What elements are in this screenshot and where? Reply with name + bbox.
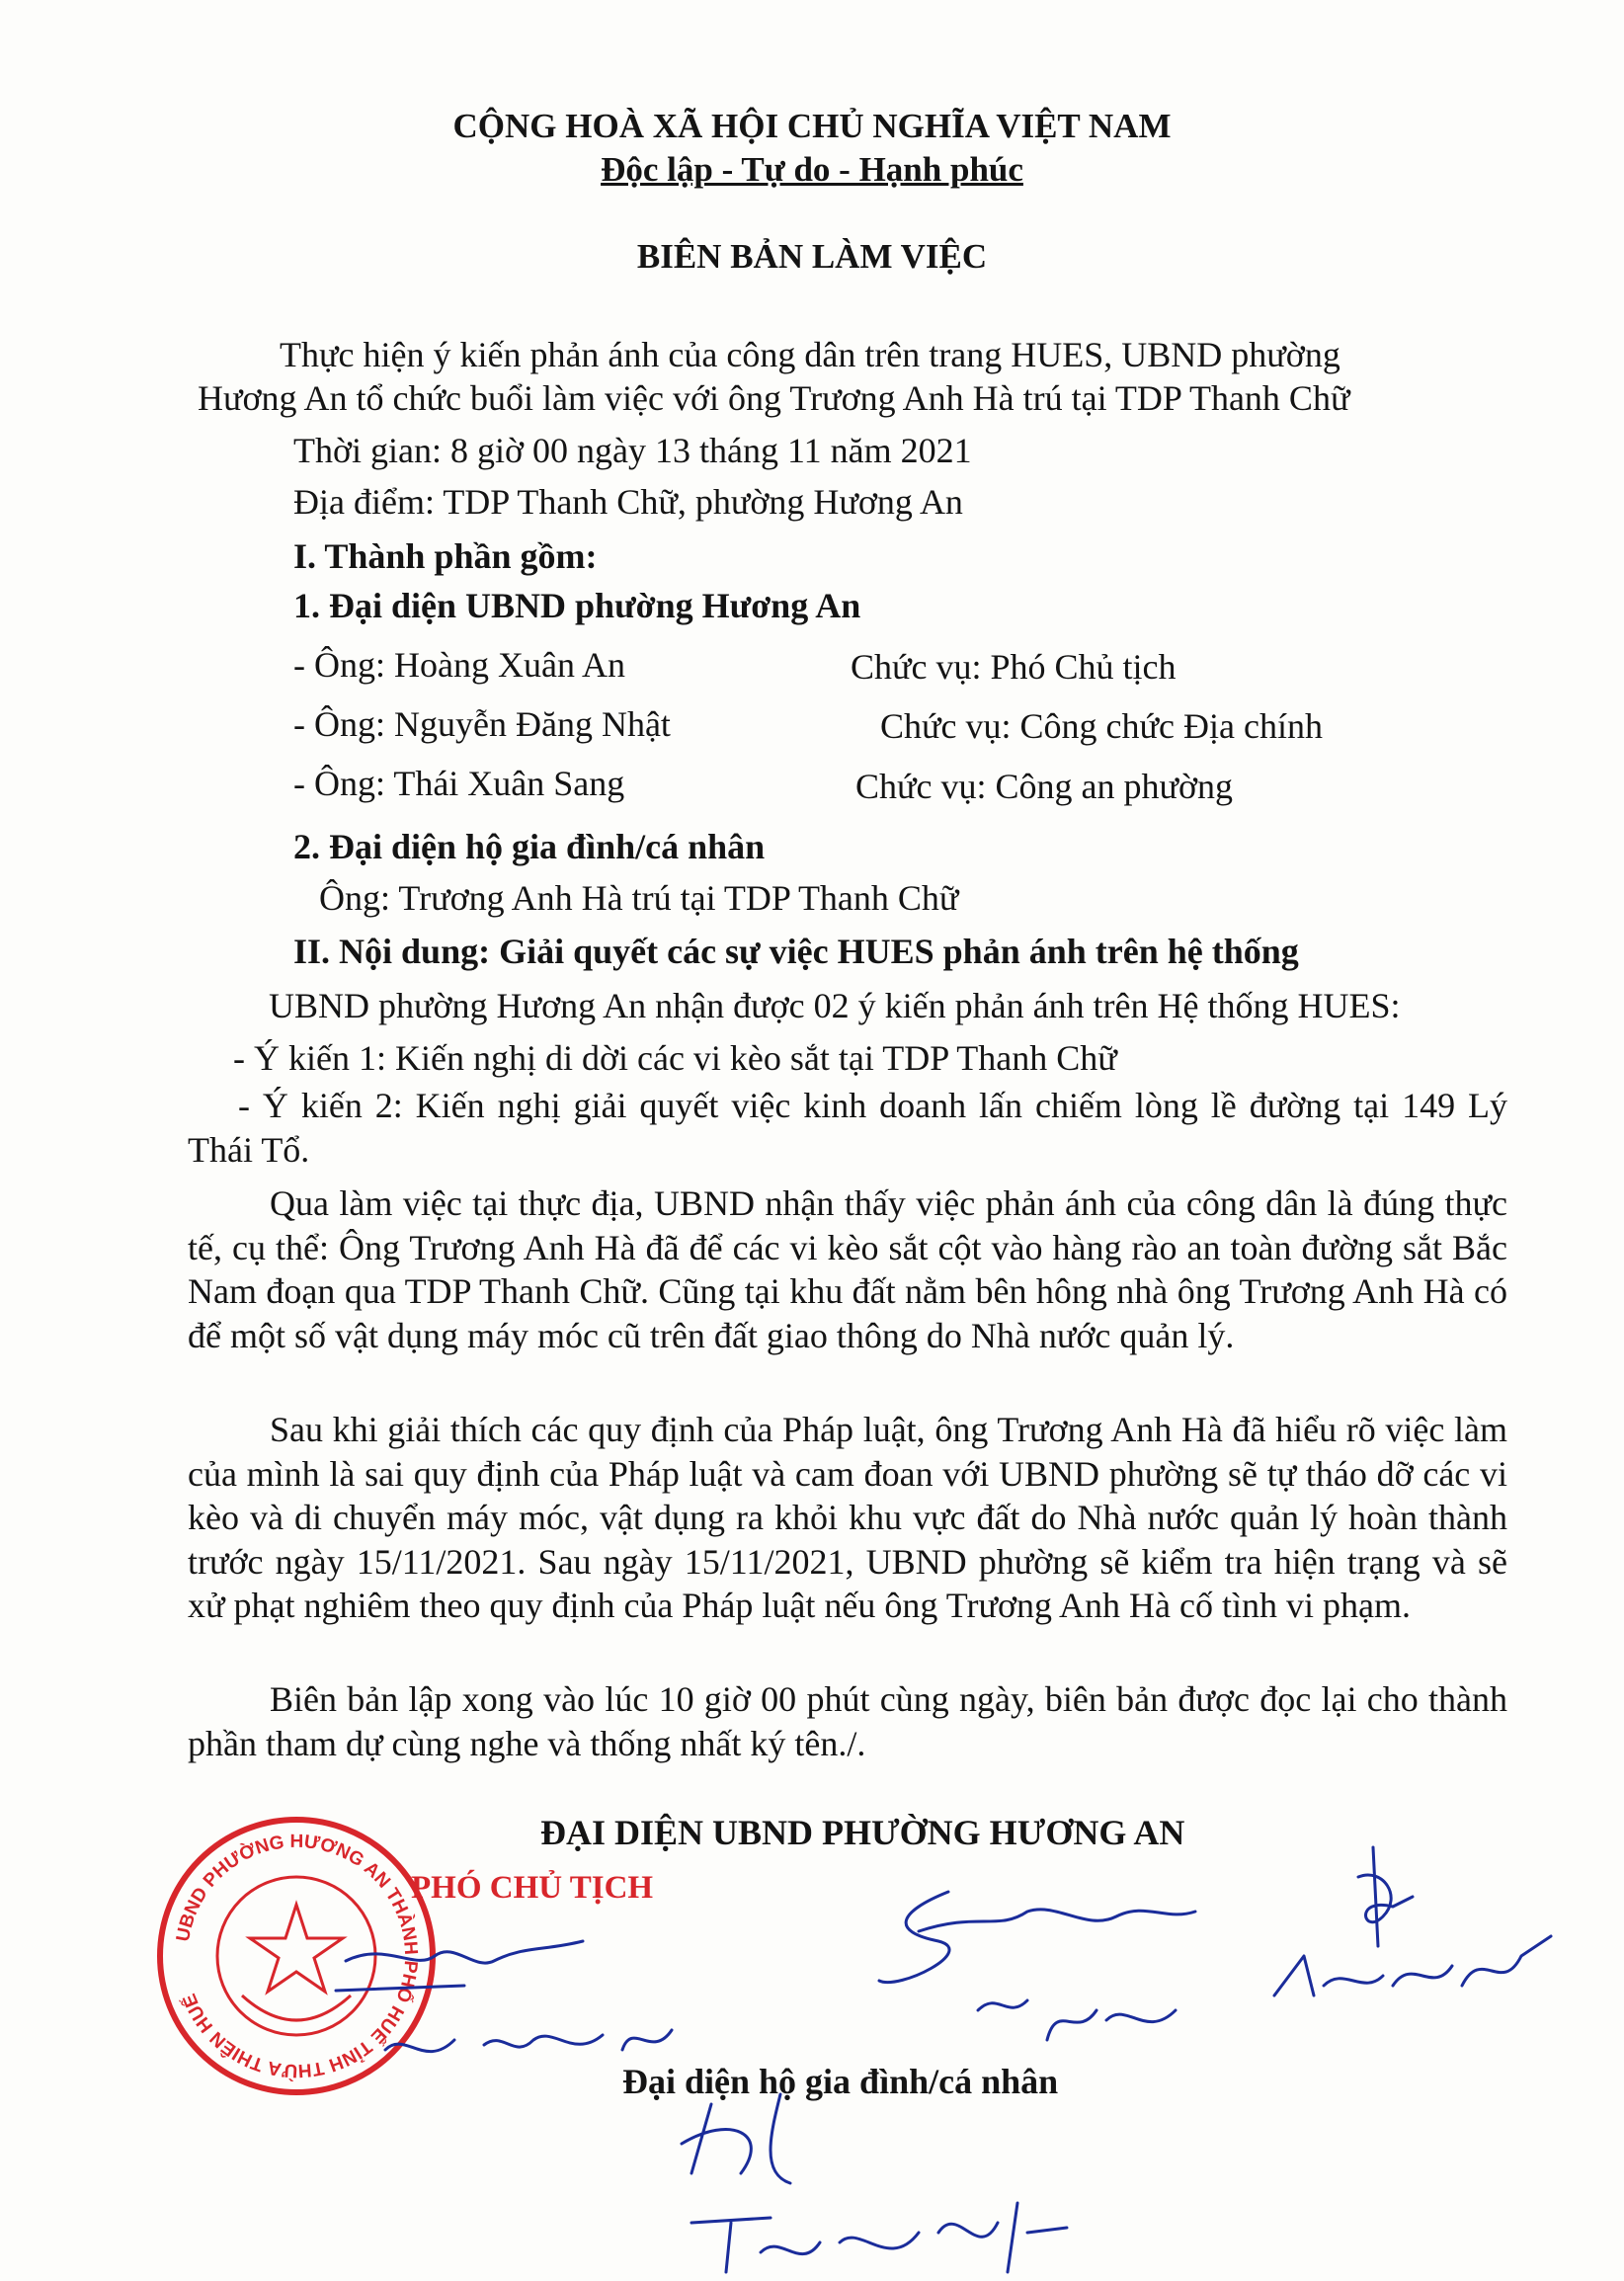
member-role: Chức vụ: Phó Chủ tịch [851,647,1177,687]
household-member: Ông: Trương Anh Hà trú tại TDP Thanh Chữ [319,878,959,918]
motto: Độc lập - Tự do - Hạnh phúc [601,150,1023,189]
ubnd-signature-heading: ĐẠI DIỆN UBND PHƯỜNG HƯƠNG AN [540,1813,1185,1852]
paragraph-findings: Qua làm việc tại thực địa, UBND nhận thấy việc phản ánh của công dân là đúng thực tế, cụ thể: Ông Trương Anh Hà đã để các vi kèo sắt cột vào hàng rào an toàn đường sắt Bắc Nam đoạn qua TDP Thanh Chữ. Cũng tại khu đất nằm bên hông nhà ông Trương Anh Hà có để một số vật dụng máy móc cũ trên đất giao thông do Nhà nước quản lý. [188,1183,1507,1355]
member-name: - Ông: Thái Xuân Sang [293,764,625,803]
received-statement: UBND phường Hương An nhận được 02 ý kiến phản ánh trên Hệ thống HUES: [269,986,1401,1025]
intro-line-2: Hương An tổ chức buổi làm việc với ông Trương Anh Hà trú tại TDP Thanh Chữ [198,378,1350,418]
member-role: Chức vụ: Công chức Địa chính [880,706,1323,746]
member-name: - Ông: Nguyễn Đăng Nhật [293,704,671,744]
signature-truong-anh-ha [652,2084,1106,2281]
signature-nguyen-dang-nhat [1264,1837,1561,2055]
signature-hoang-xuan-an [326,1902,701,2079]
meeting-time: Thời gian: 8 giờ 00 ngày 13 tháng 11 năm 2021 [293,431,972,470]
svg-text:UBND PHƯỜNG HƯƠNG AN THÀNH PHỐ: UBND PHƯỜNG HƯƠNG AN THÀNH PHỐ HUẾ TỈNH THỪA THIÊN HUẾ [172,1831,422,2081]
intro-line-1: Thực hiện ý kiến phản ánh của công dân trên trang HUES, UBND phường [280,335,1340,374]
section-1-heading: I. Thành phần gồm: [293,536,598,576]
section-1-sub-2: 2. Đại diện hộ gia đình/cá nhân [293,827,766,866]
stamp-title: PHÓ CHỦ TỊCH [411,1870,654,1906]
nation-title: CỘNG HOÀ XÃ HỘI CHỦ NGHĨA VIỆT NAM [452,107,1172,145]
document-title: BIÊN BẢN LÀM VIỆC [636,237,988,276]
paragraph-closing: Biên bản lập xong vào lúc 10 giờ 00 phút cùng ngày, biên bản được đọc lại cho thành phần tham dự cùng nghe và thống nhất ký tên./. [188,1679,1507,1763]
opinion-2: - Ý kiến 2: Kiến nghị giải quyết việc kinh doanh lấn chiếm lòng lề đường tại 149 Lý Thái Tổ. [188,1086,1507,1170]
member-name: - Ông: Hoàng Xuân An [293,645,625,685]
household-signature-heading: Đại diện hộ gia đình/cá nhân [622,2062,1059,2101]
motto-wrap [0,150,1624,190]
section-1-sub-1: 1. Đại diện UBND phường Hương An [293,586,861,625]
member-role: Chức vụ: Công an phường [855,767,1234,806]
meeting-place: Địa điểm: TDP Thanh Chữ, phường Hương An [293,482,963,522]
section-2-heading: II. Nội dung: Giải quyết các sự việc HUES phản ánh trên hệ thống [293,932,1299,971]
paragraph-commitment: Sau khi giải thích các quy định của Pháp luật, ông Trương Anh Hà đã hiểu rõ việc làm của mình là sai quy định của Pháp luật và cam đoan với UBND phường sẽ tự tháo dỡ các vi kèo và di chuyển máy móc, vật dụng ra khỏi khu vực đất do Nhà nước quản lý hoàn thành trước ngày 15/11/2021. Sau ngày 15/11/2021, UBND phường sẽ kiểm tra hiện trạng và sẽ xử phạt nghiêm theo quy định của Pháp luật nếu ông Trương Anh Hà cố tình vi phạm. [188,1410,1507,1625]
opinion-1: - Ý kiến 1: Kiến nghị di dời các vi kèo sắt tại TDP Thanh Chữ [233,1038,1117,1078]
